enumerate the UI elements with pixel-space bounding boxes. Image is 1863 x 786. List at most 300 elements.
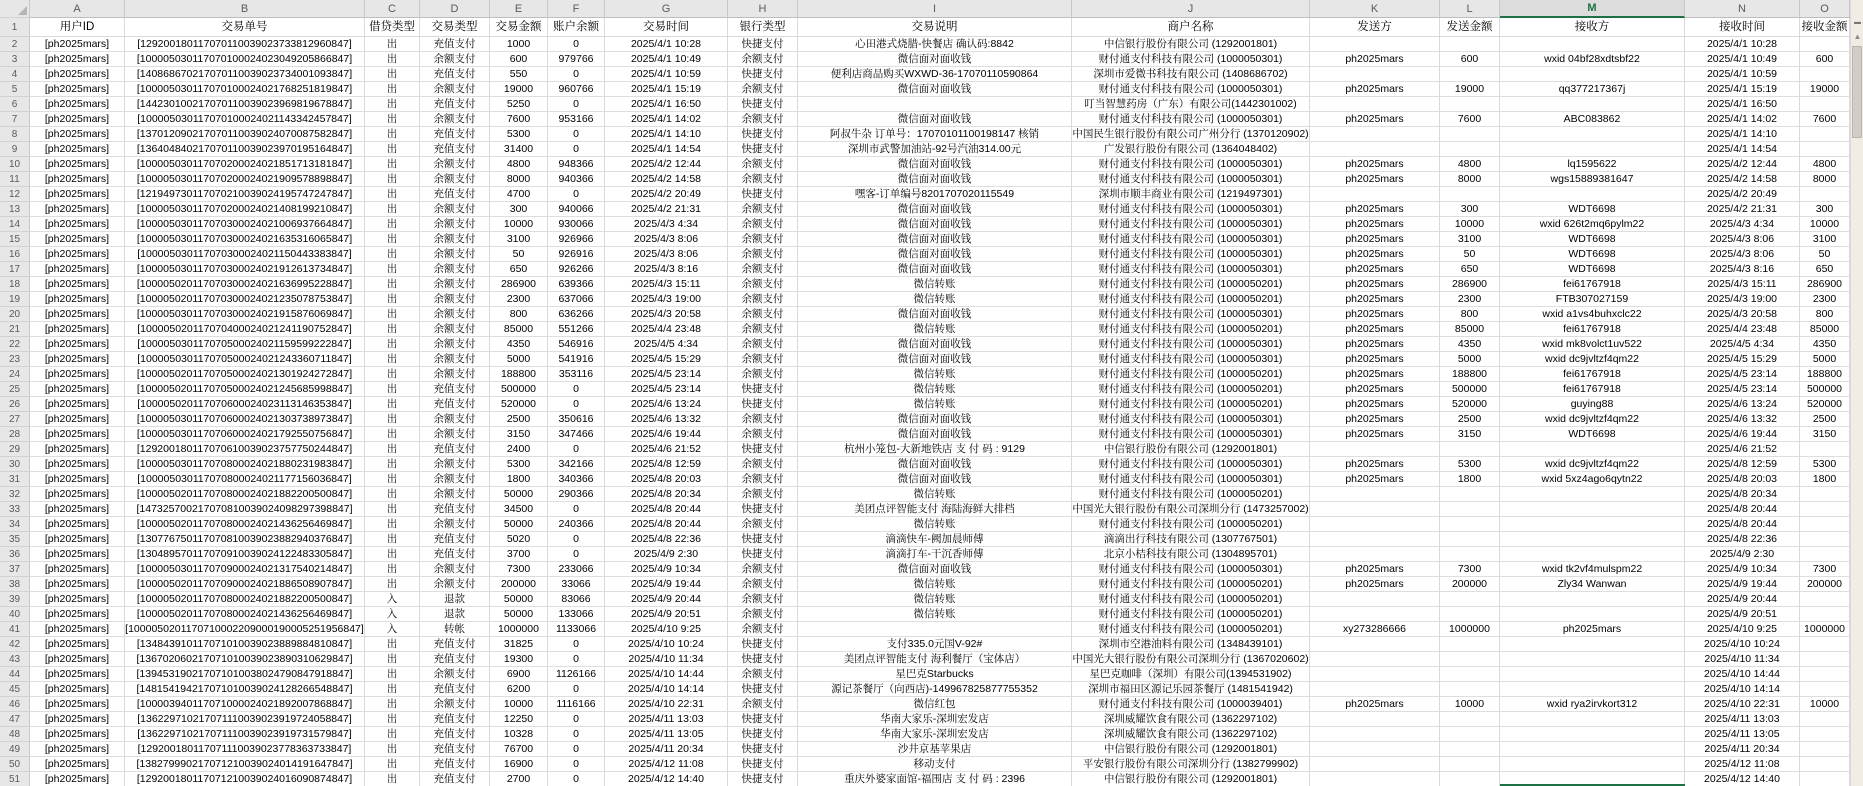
- cell-D23[interactable]: 余额支付: [420, 352, 490, 367]
- row-number-37[interactable]: 37: [0, 562, 30, 577]
- cell-C7[interactable]: 出: [365, 112, 420, 127]
- cell-L46[interactable]: 10000: [1440, 697, 1500, 712]
- cell-E16[interactable]: 50: [490, 247, 548, 262]
- cell-C31[interactable]: 出: [365, 472, 420, 487]
- cell-D2[interactable]: 充值支付: [420, 37, 490, 52]
- cell-K49[interactable]: [1310, 742, 1440, 757]
- cell-M39[interactable]: [1500, 592, 1685, 607]
- cell-N25[interactable]: 2025/4/5 23:14: [1685, 382, 1800, 397]
- cell-F8[interactable]: 0: [548, 127, 605, 142]
- cell-I21[interactable]: 微信转账: [798, 322, 1072, 337]
- cell-K25[interactable]: ph2025mars: [1310, 382, 1440, 397]
- cell-E30[interactable]: 5300: [490, 457, 548, 472]
- cell-O32[interactable]: [1800, 487, 1850, 502]
- cell-B13[interactable]: [100005030117070200024021408199210847]: [125, 202, 365, 217]
- cell-M28[interactable]: WDT6698: [1500, 427, 1685, 442]
- cell-B4[interactable]: [140868670217070110039023734001093847]: [125, 67, 365, 82]
- cell-B39[interactable]: [100005020117070800024021882200500847]: [125, 592, 365, 607]
- cell-B8[interactable]: [137012090217070110039024070087582847]: [125, 127, 365, 142]
- cell-L36[interactable]: [1440, 547, 1500, 562]
- cell-B20[interactable]: [100005030117070300024021915876069847]: [125, 307, 365, 322]
- cell-O33[interactable]: [1800, 502, 1850, 517]
- cell-K34[interactable]: [1310, 517, 1440, 532]
- cell-F31[interactable]: 340366: [548, 472, 605, 487]
- cell-H47[interactable]: 快捷支付: [728, 712, 798, 727]
- cell-B2[interactable]: [129200180117070110039023733812960847]: [125, 37, 365, 52]
- cell-I48[interactable]: 华南大家乐-深圳宏发店: [798, 727, 1072, 742]
- field-header-13[interactable]: 接收方: [1500, 18, 1685, 37]
- cell-M35[interactable]: [1500, 532, 1685, 547]
- cell-E38[interactable]: 200000: [490, 577, 548, 592]
- cell-M23[interactable]: wxid dc9jvltzf4qm22: [1500, 352, 1685, 367]
- cell-F32[interactable]: 290366: [548, 487, 605, 502]
- row-number-3[interactable]: 3: [0, 52, 30, 67]
- field-header-14[interactable]: 接收时间: [1685, 18, 1800, 37]
- cell-A3[interactable]: [ph2025mars]: [30, 52, 125, 67]
- cell-K9[interactable]: [1310, 142, 1440, 157]
- row-number-4[interactable]: 4: [0, 67, 30, 82]
- cell-J46[interactable]: 财付通支付科技有限公司 (1000039401): [1072, 697, 1310, 712]
- cell-G41[interactable]: 2025/4/10 9:25: [605, 622, 728, 637]
- row-number-13[interactable]: 13: [0, 202, 30, 217]
- cell-J31[interactable]: 财付通支付科技有限公司 (1000050301): [1072, 472, 1310, 487]
- cell-F20[interactable]: 636266: [548, 307, 605, 322]
- cell-N48[interactable]: 2025/4/11 13:05: [1685, 727, 1800, 742]
- cell-A21[interactable]: [ph2025mars]: [30, 322, 125, 337]
- cell-E5[interactable]: 19000: [490, 82, 548, 97]
- cell-L17[interactable]: 650: [1440, 262, 1500, 277]
- cell-A49[interactable]: [ph2025mars]: [30, 742, 125, 757]
- cell-K3[interactable]: ph2025mars: [1310, 52, 1440, 67]
- cell-A10[interactable]: [ph2025mars]: [30, 157, 125, 172]
- cell-L33[interactable]: [1440, 502, 1500, 517]
- cell-M46[interactable]: wxid rya2irvkort312: [1500, 697, 1685, 712]
- cell-L26[interactable]: 520000: [1440, 397, 1500, 412]
- cell-O47[interactable]: [1800, 712, 1850, 727]
- cell-L51[interactable]: [1440, 772, 1500, 786]
- cell-H16[interactable]: 余额支付: [728, 247, 798, 262]
- cell-L48[interactable]: [1440, 727, 1500, 742]
- cell-G26[interactable]: 2025/4/6 13:24: [605, 397, 728, 412]
- cell-N9[interactable]: 2025/4/1 14:54: [1685, 142, 1800, 157]
- cell-O14[interactable]: 10000: [1800, 217, 1850, 232]
- cell-L23[interactable]: 5000: [1440, 352, 1500, 367]
- cell-N38[interactable]: 2025/4/9 19:44: [1685, 577, 1800, 592]
- cell-I10[interactable]: 微信面对面收钱: [798, 157, 1072, 172]
- cell-J29[interactable]: 中信银行股份有限公司 (1292001801): [1072, 442, 1310, 457]
- field-header-8[interactable]: 银行类型: [728, 18, 798, 37]
- cell-H49[interactable]: 快捷支付: [728, 742, 798, 757]
- cell-B34[interactable]: [100005020117070800024021436256469847]: [125, 517, 365, 532]
- cell-A47[interactable]: [ph2025mars]: [30, 712, 125, 727]
- cell-M13[interactable]: WDT6698: [1500, 202, 1685, 217]
- cell-A43[interactable]: [ph2025mars]: [30, 652, 125, 667]
- cell-M8[interactable]: [1500, 127, 1685, 142]
- cell-C48[interactable]: 出: [365, 727, 420, 742]
- cell-J35[interactable]: 滴滴出行科技有限公司 (1307767501): [1072, 532, 1310, 547]
- cell-B40[interactable]: [100005020117070800024021436256469847]: [125, 607, 365, 622]
- cell-L47[interactable]: [1440, 712, 1500, 727]
- cell-E3[interactable]: 600: [490, 52, 548, 67]
- cell-O34[interactable]: [1800, 517, 1850, 532]
- cell-L22[interactable]: 4350: [1440, 337, 1500, 352]
- cell-K47[interactable]: [1310, 712, 1440, 727]
- cell-D15[interactable]: 余额支付: [420, 232, 490, 247]
- cell-I37[interactable]: 微信面对面收钱: [798, 562, 1072, 577]
- cell-C14[interactable]: 出: [365, 217, 420, 232]
- cell-O24[interactable]: 188800: [1800, 367, 1850, 382]
- cell-B27[interactable]: [100005030117070600024021303738973847]: [125, 412, 365, 427]
- cell-E43[interactable]: 19300: [490, 652, 548, 667]
- cell-A39[interactable]: [ph2025mars]: [30, 592, 125, 607]
- cell-K6[interactable]: [1310, 97, 1440, 112]
- cell-E24[interactable]: 188800: [490, 367, 548, 382]
- column-header-L[interactable]: L: [1440, 0, 1500, 18]
- cell-I11[interactable]: 微信面对面收钱: [798, 172, 1072, 187]
- cell-E41[interactable]: 1000000: [490, 622, 548, 637]
- cell-M43[interactable]: [1500, 652, 1685, 667]
- row-number-48[interactable]: 48: [0, 727, 30, 742]
- cell-E7[interactable]: 7600: [490, 112, 548, 127]
- cell-I42[interactable]: 支付335.0元国V-92#: [798, 637, 1072, 652]
- cell-D13[interactable]: 余额支付: [420, 202, 490, 217]
- cell-F4[interactable]: 0: [548, 67, 605, 82]
- cell-F24[interactable]: 353116: [548, 367, 605, 382]
- cell-O4[interactable]: [1800, 67, 1850, 82]
- cell-B33[interactable]: [147325700217070810039024098297398847]: [125, 502, 365, 517]
- cell-G19[interactable]: 2025/4/3 19:00: [605, 292, 728, 307]
- cell-D32[interactable]: 余额支付: [420, 487, 490, 502]
- cell-C3[interactable]: 出: [365, 52, 420, 67]
- field-header-9[interactable]: 交易说明: [798, 18, 1072, 37]
- field-header-6[interactable]: 账户余额: [548, 18, 605, 37]
- cell-O45[interactable]: [1800, 682, 1850, 697]
- cell-J4[interactable]: 深圳市爱微书科技有限公司 (1408686702): [1072, 67, 1310, 82]
- cell-K23[interactable]: ph2025mars: [1310, 352, 1440, 367]
- cell-F40[interactable]: 133066: [548, 607, 605, 622]
- cell-G14[interactable]: 2025/4/3 4:34: [605, 217, 728, 232]
- cell-F18[interactable]: 639366: [548, 277, 605, 292]
- row-number-5[interactable]: 5: [0, 82, 30, 97]
- cell-G12[interactable]: 2025/4/2 20:49: [605, 187, 728, 202]
- cell-B16[interactable]: [100005030117070300024021150443383847]: [125, 247, 365, 262]
- cell-D18[interactable]: 余额支付: [420, 277, 490, 292]
- cell-A35[interactable]: [ph2025mars]: [30, 532, 125, 547]
- cell-D17[interactable]: 余额支付: [420, 262, 490, 277]
- cell-M45[interactable]: [1500, 682, 1685, 697]
- cell-F49[interactable]: 0: [548, 742, 605, 757]
- cell-L43[interactable]: [1440, 652, 1500, 667]
- cell-N20[interactable]: 2025/4/3 20:58: [1685, 307, 1800, 322]
- cell-E40[interactable]: 50000: [490, 607, 548, 622]
- cell-O46[interactable]: 10000: [1800, 697, 1850, 712]
- cell-I5[interactable]: 微信面对面收钱: [798, 82, 1072, 97]
- cell-G10[interactable]: 2025/4/2 12:44: [605, 157, 728, 172]
- cell-K7[interactable]: ph2025mars: [1310, 112, 1440, 127]
- cell-C50[interactable]: 出: [365, 757, 420, 772]
- cell-F27[interactable]: 350616: [548, 412, 605, 427]
- cell-L8[interactable]: [1440, 127, 1500, 142]
- cell-I32[interactable]: 微信转账: [798, 487, 1072, 502]
- cell-K19[interactable]: ph2025mars: [1310, 292, 1440, 307]
- cell-A31[interactable]: [ph2025mars]: [30, 472, 125, 487]
- cell-N27[interactable]: 2025/4/6 13:32: [1685, 412, 1800, 427]
- cell-B19[interactable]: [100005020117070300024021235078753847]: [125, 292, 365, 307]
- cell-H51[interactable]: 快捷支付: [728, 772, 798, 786]
- cell-I18[interactable]: 微信转账: [798, 277, 1072, 292]
- row-number-32[interactable]: 32: [0, 487, 30, 502]
- cell-D27[interactable]: 余额支付: [420, 412, 490, 427]
- cell-G8[interactable]: 2025/4/1 14:10: [605, 127, 728, 142]
- cell-G43[interactable]: 2025/4/10 11:34: [605, 652, 728, 667]
- cell-K35[interactable]: [1310, 532, 1440, 547]
- cell-E49[interactable]: 76700: [490, 742, 548, 757]
- cell-G20[interactable]: 2025/4/3 20:58: [605, 307, 728, 322]
- row-number-29[interactable]: 29: [0, 442, 30, 457]
- cell-C8[interactable]: 出: [365, 127, 420, 142]
- cell-O41[interactable]: 1000000: [1800, 622, 1850, 637]
- cell-G22[interactable]: 2025/4/5 4:34: [605, 337, 728, 352]
- row-number-21[interactable]: 21: [0, 322, 30, 337]
- cell-K42[interactable]: [1310, 637, 1440, 652]
- row-number-41[interactable]: 41: [0, 622, 30, 637]
- cell-H12[interactable]: 快捷支付: [728, 187, 798, 202]
- row-number-12[interactable]: 12: [0, 187, 30, 202]
- cell-G36[interactable]: 2025/4/9 2:30: [605, 547, 728, 562]
- cell-O9[interactable]: [1800, 142, 1850, 157]
- cell-F39[interactable]: 83066: [548, 592, 605, 607]
- cell-L24[interactable]: 188800: [1440, 367, 1500, 382]
- cell-O27[interactable]: 2500: [1800, 412, 1850, 427]
- cell-F25[interactable]: 0: [548, 382, 605, 397]
- row-number-38[interactable]: 38: [0, 577, 30, 592]
- cell-H6[interactable]: 快捷支付: [728, 97, 798, 112]
- cell-E17[interactable]: 650: [490, 262, 548, 277]
- cell-I27[interactable]: 微信面对面收钱: [798, 412, 1072, 427]
- cell-F41[interactable]: 1133066: [548, 622, 605, 637]
- cell-D29[interactable]: 充值支付: [420, 442, 490, 457]
- cell-G50[interactable]: 2025/4/12 11:08: [605, 757, 728, 772]
- cell-G46[interactable]: 2025/4/10 22:31: [605, 697, 728, 712]
- cell-H28[interactable]: 余额支付: [728, 427, 798, 442]
- cell-M7[interactable]: ABC083862: [1500, 112, 1685, 127]
- cell-B45[interactable]: [148154194217071010039024128266548847]: [125, 682, 365, 697]
- cell-G35[interactable]: 2025/4/8 22:36: [605, 532, 728, 547]
- cell-I14[interactable]: 微信面对面收钱: [798, 217, 1072, 232]
- cell-F29[interactable]: 0: [548, 442, 605, 457]
- cell-E8[interactable]: 5300: [490, 127, 548, 142]
- cell-O38[interactable]: 200000: [1800, 577, 1850, 592]
- cell-C20[interactable]: 出: [365, 307, 420, 322]
- cell-F44[interactable]: 1126166: [548, 667, 605, 682]
- cell-L20[interactable]: 800: [1440, 307, 1500, 322]
- cell-J18[interactable]: 财付通支付科技有限公司 (1000050201): [1072, 277, 1310, 292]
- cell-D7[interactable]: 余额支付: [420, 112, 490, 127]
- cell-O20[interactable]: 800: [1800, 307, 1850, 322]
- cell-C19[interactable]: 出: [365, 292, 420, 307]
- cell-J48[interactable]: 深圳威耀饮食有限公司 (1362297102): [1072, 727, 1310, 742]
- cell-H41[interactable]: 余额支付: [728, 622, 798, 637]
- cell-A16[interactable]: [ph2025mars]: [30, 247, 125, 262]
- row-number-6[interactable]: 6: [0, 97, 30, 112]
- cell-G17[interactable]: 2025/4/3 8:16: [605, 262, 728, 277]
- cell-J25[interactable]: 财付通支付科技有限公司 (1000050201): [1072, 382, 1310, 397]
- cell-C33[interactable]: 出: [365, 502, 420, 517]
- cell-C21[interactable]: 出: [365, 322, 420, 337]
- cell-H4[interactable]: 快捷支付: [728, 67, 798, 82]
- cell-I46[interactable]: 微信红包: [798, 697, 1072, 712]
- cell-M49[interactable]: [1500, 742, 1685, 757]
- cell-E34[interactable]: 50000: [490, 517, 548, 532]
- cell-M15[interactable]: WDT6698: [1500, 232, 1685, 247]
- cell-N13[interactable]: 2025/4/2 21:31: [1685, 202, 1800, 217]
- cell-B41[interactable]: [1000050201170710002209000190005251956847]: [125, 622, 365, 637]
- cell-B51[interactable]: [129200180117071210039024016090874847]: [125, 772, 365, 786]
- cell-F45[interactable]: 0: [548, 682, 605, 697]
- cell-A18[interactable]: [ph2025mars]: [30, 277, 125, 292]
- cell-N32[interactable]: 2025/4/8 20:34: [1685, 487, 1800, 502]
- cell-F42[interactable]: 0: [548, 637, 605, 652]
- column-header-O[interactable]: O: [1800, 0, 1850, 18]
- cell-A15[interactable]: [ph2025mars]: [30, 232, 125, 247]
- row-number-30[interactable]: 30: [0, 457, 30, 472]
- cell-D21[interactable]: 余额支付: [420, 322, 490, 337]
- cell-K29[interactable]: [1310, 442, 1440, 457]
- row-number-43[interactable]: 43: [0, 652, 30, 667]
- cell-L25[interactable]: 500000: [1440, 382, 1500, 397]
- cell-G23[interactable]: 2025/4/5 15:29: [605, 352, 728, 367]
- cell-D39[interactable]: 退款: [420, 592, 490, 607]
- cell-F28[interactable]: 347466: [548, 427, 605, 442]
- cell-A19[interactable]: [ph2025mars]: [30, 292, 125, 307]
- cell-K17[interactable]: ph2025mars: [1310, 262, 1440, 277]
- cell-A50[interactable]: [ph2025mars]: [30, 757, 125, 772]
- split-handle-icon[interactable]: ▬: [1854, 18, 1861, 26]
- cell-H32[interactable]: 余额支付: [728, 487, 798, 502]
- cell-G4[interactable]: 2025/4/1 10:59: [605, 67, 728, 82]
- cell-I44[interactable]: 星巴克Starbucks: [798, 667, 1072, 682]
- cell-J32[interactable]: 财付通支付科技有限公司 (1000050201): [1072, 487, 1310, 502]
- cell-C11[interactable]: 出: [365, 172, 420, 187]
- cell-D40[interactable]: 退款: [420, 607, 490, 622]
- cell-K40[interactable]: [1310, 607, 1440, 622]
- cell-F11[interactable]: 940366: [548, 172, 605, 187]
- cell-M24[interactable]: fei61767918: [1500, 367, 1685, 382]
- select-all-button[interactable]: [0, 0, 30, 18]
- cell-A30[interactable]: [ph2025mars]: [30, 457, 125, 472]
- cell-F10[interactable]: 948366: [548, 157, 605, 172]
- cell-L40[interactable]: [1440, 607, 1500, 622]
- cell-E28[interactable]: 3150: [490, 427, 548, 442]
- cell-C34[interactable]: 出: [365, 517, 420, 532]
- cell-C51[interactable]: 出: [365, 772, 420, 786]
- cell-E39[interactable]: 50000: [490, 592, 548, 607]
- cell-A42[interactable]: [ph2025mars]: [30, 637, 125, 652]
- cell-G18[interactable]: 2025/4/3 15:11: [605, 277, 728, 292]
- cell-L7[interactable]: 7600: [1440, 112, 1500, 127]
- cell-O43[interactable]: [1800, 652, 1850, 667]
- cell-B48[interactable]: [136229710217071110039023919731579847]: [125, 727, 365, 742]
- cell-L44[interactable]: [1440, 667, 1500, 682]
- cell-D4[interactable]: 充值支付: [420, 67, 490, 82]
- cell-G32[interactable]: 2025/4/8 20:34: [605, 487, 728, 502]
- row-number-19[interactable]: 19: [0, 292, 30, 307]
- cell-H26[interactable]: 快捷支付: [728, 397, 798, 412]
- cell-I2[interactable]: 心田港式烧腊-快餐店 确认码:8842: [798, 37, 1072, 52]
- cell-D9[interactable]: 充值支付: [420, 142, 490, 157]
- cell-G13[interactable]: 2025/4/2 21:31: [605, 202, 728, 217]
- cell-E37[interactable]: 7300: [490, 562, 548, 577]
- cell-N14[interactable]: 2025/4/3 4:34: [1685, 217, 1800, 232]
- cell-M38[interactable]: Zly34 Wanwan: [1500, 577, 1685, 592]
- cell-J20[interactable]: 财付通支付科技有限公司 (1000050301): [1072, 307, 1310, 322]
- cell-A46[interactable]: [ph2025mars]: [30, 697, 125, 712]
- cell-D11[interactable]: 余额支付: [420, 172, 490, 187]
- cell-L34[interactable]: [1440, 517, 1500, 532]
- cell-K8[interactable]: [1310, 127, 1440, 142]
- cell-B26[interactable]: [100005020117070600024023113146353847]: [125, 397, 365, 412]
- cell-L49[interactable]: [1440, 742, 1500, 757]
- cell-N24[interactable]: 2025/4/5 23:14: [1685, 367, 1800, 382]
- cell-H34[interactable]: 余额支付: [728, 517, 798, 532]
- cell-C42[interactable]: 出: [365, 637, 420, 652]
- cell-E21[interactable]: 85000: [490, 322, 548, 337]
- column-header-A[interactable]: A: [30, 0, 125, 18]
- cell-C6[interactable]: 出: [365, 97, 420, 112]
- cell-D51[interactable]: 充值支付: [420, 772, 490, 786]
- cell-O11[interactable]: 8000: [1800, 172, 1850, 187]
- cell-G21[interactable]: 2025/4/4 23:48: [605, 322, 728, 337]
- cell-M2[interactable]: [1500, 37, 1685, 52]
- cell-F48[interactable]: 0: [548, 727, 605, 742]
- cell-D44[interactable]: 余额支付: [420, 667, 490, 682]
- cell-K10[interactable]: ph2025mars: [1310, 157, 1440, 172]
- cell-L18[interactable]: 286900: [1440, 277, 1500, 292]
- cell-H2[interactable]: 快捷支付: [728, 37, 798, 52]
- cell-G28[interactable]: 2025/4/6 19:44: [605, 427, 728, 442]
- cell-M12[interactable]: [1500, 187, 1685, 202]
- cell-H36[interactable]: 快捷支付: [728, 547, 798, 562]
- cell-B31[interactable]: [100005030117070800024021177156036847]: [125, 472, 365, 487]
- cell-L21[interactable]: 85000: [1440, 322, 1500, 337]
- cell-A25[interactable]: [ph2025mars]: [30, 382, 125, 397]
- cell-G2[interactable]: 2025/4/1 10:28: [605, 37, 728, 52]
- cell-A27[interactable]: [ph2025mars]: [30, 412, 125, 427]
- cell-G51[interactable]: 2025/4/12 14:40: [605, 772, 728, 786]
- cell-E6[interactable]: 5250: [490, 97, 548, 112]
- cell-M20[interactable]: wxid a1vs4buhxclc22: [1500, 307, 1685, 322]
- cell-C15[interactable]: 出: [365, 232, 420, 247]
- cell-C12[interactable]: 出: [365, 187, 420, 202]
- row-number-14[interactable]: 14: [0, 217, 30, 232]
- cell-E22[interactable]: 4350: [490, 337, 548, 352]
- row-number-50[interactable]: 50: [0, 757, 30, 772]
- cell-I49[interactable]: 沙井京基苹果店: [798, 742, 1072, 757]
- cell-N29[interactable]: 2025/4/6 21:52: [1685, 442, 1800, 457]
- cell-B49[interactable]: [129200180117071110039023778363733847]: [125, 742, 365, 757]
- column-header-J[interactable]: J: [1072, 0, 1310, 18]
- cell-C41[interactable]: 入: [365, 622, 420, 637]
- cell-C24[interactable]: 出: [365, 367, 420, 382]
- cell-J22[interactable]: 财付通支付科技有限公司 (1000050301): [1072, 337, 1310, 352]
- cell-A36[interactable]: [ph2025mars]: [30, 547, 125, 562]
- cell-E18[interactable]: 286900: [490, 277, 548, 292]
- cell-J7[interactable]: 财付通支付科技有限公司 (1000050301): [1072, 112, 1310, 127]
- cell-L45[interactable]: [1440, 682, 1500, 697]
- row-number-8[interactable]: 8: [0, 127, 30, 142]
- cell-A7[interactable]: [ph2025mars]: [30, 112, 125, 127]
- cell-H15[interactable]: 余额支付: [728, 232, 798, 247]
